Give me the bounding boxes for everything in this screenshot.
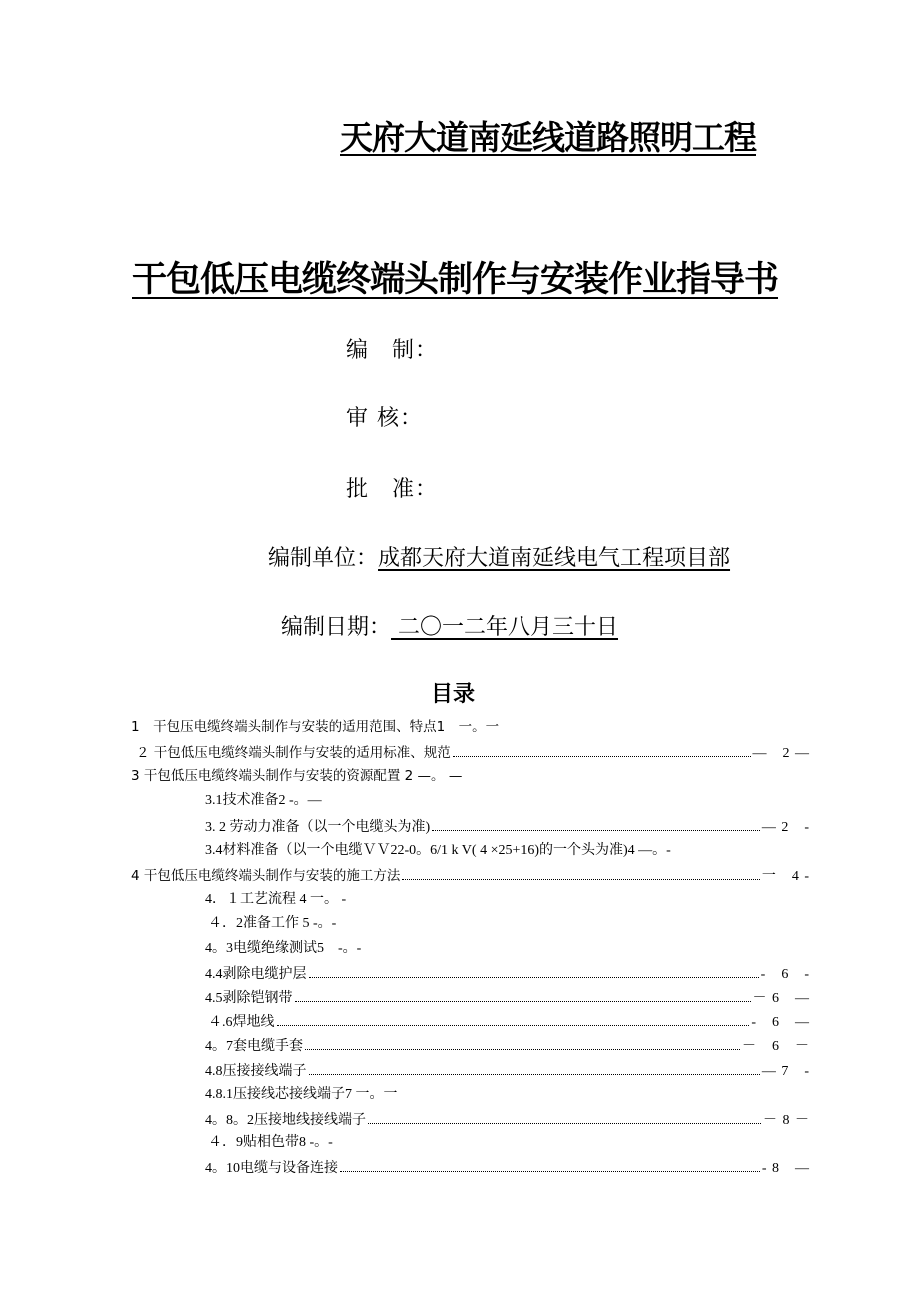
toc-entry-title: 3.4材料准备（以一个电缆ＶＶ22-0。6/1 k V( 4 ×25+16)的一个头为准)4 —。- xyxy=(205,843,671,858)
toc-entry[interactable] xyxy=(205,986,810,1008)
toc-page-number: － 8 － xyxy=(763,1113,810,1128)
compiling-unit xyxy=(268,541,730,572)
toc-dot-leader xyxy=(305,1034,740,1050)
toc-entry[interactable] xyxy=(205,1084,810,1106)
toc-page-number: - 6 — xyxy=(751,1015,810,1030)
toc-entry-title: 4.8.1压接线芯接线端子7 一。一 xyxy=(205,1087,398,1102)
toc-entry-title: 4 干包低压电缆终端头制作与安装的施工方法 xyxy=(131,868,401,884)
toc-entry-title: 3.1技术准备2 -。— xyxy=(205,793,322,808)
toc-entry[interactable] xyxy=(131,864,810,886)
toc-entry[interactable] xyxy=(205,1156,810,1178)
toc-entry-title: 4.8压接接线端子 xyxy=(205,1064,307,1079)
toc-dot-leader xyxy=(295,986,751,1002)
toc-page-number: － 6 — xyxy=(752,991,810,1006)
compiler-label: 编 制： xyxy=(346,338,439,363)
toc-entry-title: 4．１工艺流程 4 一。 - xyxy=(205,892,347,907)
toc-entry[interactable] xyxy=(205,1059,810,1081)
toc-dot-leader xyxy=(368,1108,761,1124)
toc-dot-leader xyxy=(453,741,751,757)
toc-entry-title: 4。8。2压接地线接线端子 xyxy=(205,1113,366,1128)
toc-entry[interactable] xyxy=(136,741,810,763)
compiling-unit-label: 编制单位： xyxy=(268,546,379,571)
toc-entry[interactable] xyxy=(205,790,810,812)
toc-heading: 目录 xyxy=(431,682,476,707)
toc-entry-title: 4。3电缆绝缘测试5 -。- xyxy=(205,941,362,956)
toc-page-number: — 2 — xyxy=(752,746,810,761)
toc-entry[interactable] xyxy=(205,889,810,911)
toc-entry-title: 1 干包压电缆终端头制作与安装的适用范围、特点1 一。一 xyxy=(131,719,500,735)
toc-entry-title: 3. 2 劳动力准备（以一个电缆头为准) xyxy=(205,820,431,835)
toc-entry-title: ２ 干包低压电缆终端头制作与安装的适用标准、规范 xyxy=(136,745,451,761)
toc-entry[interactable] xyxy=(131,716,810,738)
project-title: 天府大道南延线道路照明工程 xyxy=(340,118,756,157)
toc-entry-title: ４．2准备工作 5 -。- xyxy=(208,916,337,931)
toc-dot-leader xyxy=(340,1156,760,1172)
toc-entry-title: 4.5剥除铠钢带 xyxy=(205,991,293,1006)
toc-page-number: — 2 - xyxy=(761,820,810,835)
toc-entry[interactable] xyxy=(205,1108,810,1130)
toc-page-number: — 7 - xyxy=(761,1064,810,1079)
toc-dot-leader xyxy=(309,962,759,978)
toc-page-number: － 6 － xyxy=(742,1039,810,1054)
toc-entry-title: 4.4剥除电缆护层 xyxy=(205,967,307,982)
compiling-unit-value: 成都天府大道南延线电气工程项目部 xyxy=(378,546,731,571)
toc-entry[interactable] xyxy=(208,1132,810,1154)
toc-entry-title: 4。7套电缆手套 xyxy=(205,1039,303,1054)
approver-label: 批 准： xyxy=(346,477,439,502)
compiling-date-label: 编制日期： xyxy=(281,615,392,640)
toc-entry[interactable] xyxy=(208,913,810,935)
toc-entry[interactable] xyxy=(205,815,810,837)
toc-page-number: 一 4 - xyxy=(761,869,810,884)
toc-dot-leader xyxy=(309,1059,760,1075)
toc-entry-title: 3 干包低压电缆终端头制作与安装的资源配置 2 —。 — xyxy=(131,768,463,784)
compiling-date xyxy=(281,610,618,641)
toc-entry[interactable] xyxy=(205,938,810,960)
toc-entry-title: ４.6焊地线 xyxy=(208,1015,275,1030)
compiling-date-value: 二〇一二年八月三十日 xyxy=(391,615,619,640)
toc-entry[interactable] xyxy=(205,962,810,984)
toc-entry-title: 4。10电缆与设备连接 xyxy=(205,1161,338,1176)
toc-entry[interactable] xyxy=(205,840,810,862)
reviewer-label: 审 核： xyxy=(346,406,423,431)
toc-entry-title: ４．9贴相色带8 -。- xyxy=(208,1135,333,1150)
toc-page-number: - 6 - xyxy=(760,967,810,982)
toc-page-number: - 8 — xyxy=(761,1161,810,1176)
toc-entry[interactable] xyxy=(131,765,810,787)
document-title: 干包低压电缆终端头制作与安装作业指导书 xyxy=(132,260,779,300)
toc-dot-leader xyxy=(432,815,760,831)
toc-dot-leader xyxy=(277,1010,750,1026)
toc-entry[interactable] xyxy=(205,1034,810,1056)
toc-dot-leader xyxy=(402,864,759,880)
toc-entry[interactable] xyxy=(208,1010,810,1032)
